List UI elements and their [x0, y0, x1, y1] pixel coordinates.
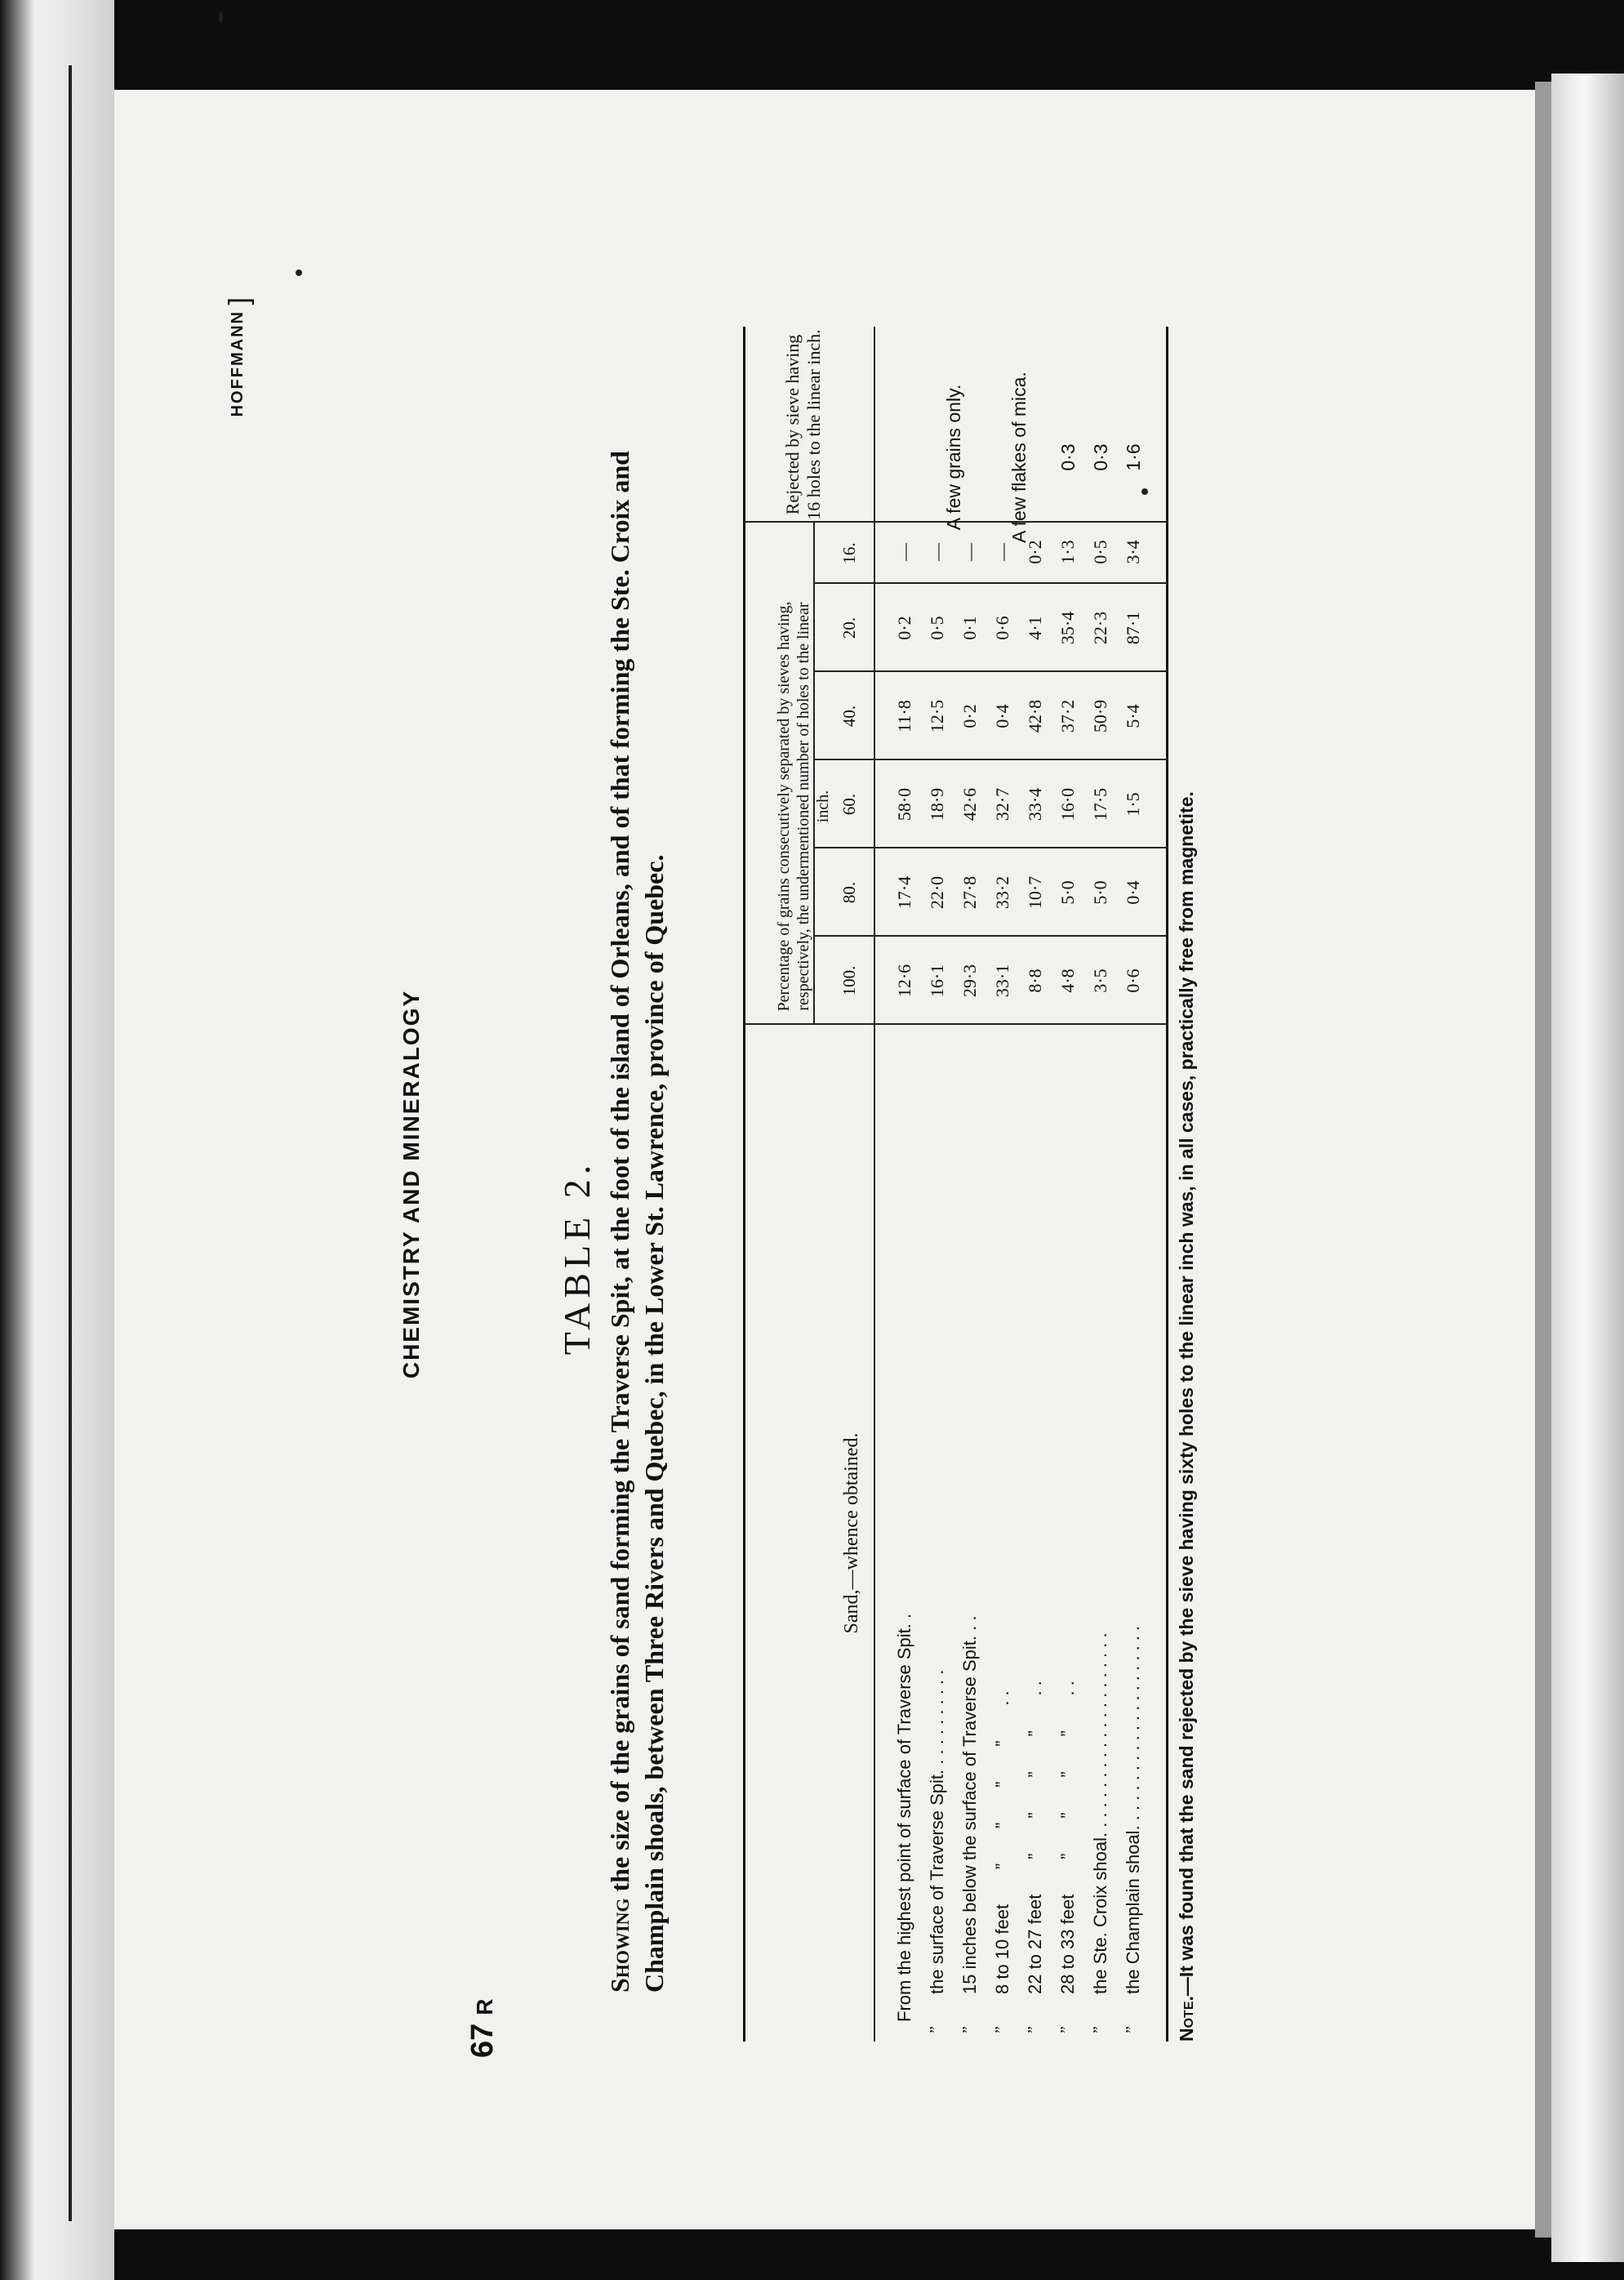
column-rule: [813, 759, 1168, 760]
left-page-edge: [0, 0, 114, 2280]
table-cell: 4·8: [1057, 969, 1078, 993]
table-cell: —: [894, 543, 914, 561]
page-number: [465, 1998, 501, 2058]
table-cell: 37·2: [1057, 699, 1078, 733]
table-cell: 16·0: [1057, 787, 1078, 822]
column-header-16: 16.: [839, 542, 859, 564]
table-cell: 42·8: [1025, 699, 1045, 733]
section-title: CHEMISTRY AND MINERALOGY: [398, 989, 424, 1379]
table-cell: 5·0: [1090, 880, 1110, 905]
table-cell: 22·3: [1090, 611, 1110, 645]
ink-speck: [296, 269, 302, 276]
table-cell: 5·4: [1123, 704, 1143, 728]
table-cell: 33·4: [1025, 787, 1045, 822]
table-cell: 0·4: [992, 704, 1012, 728]
row-label: From the highest point of surface of Traverse Spit. .: [894, 1613, 914, 2022]
table-cell: 35·4: [1057, 611, 1078, 645]
table-title: TABLE 2.: [556, 1160, 598, 1356]
ditto-mark: ”: [1025, 2026, 1043, 2033]
table-cell: 50·9: [1090, 699, 1110, 733]
table-cell: 4·1: [1025, 616, 1045, 640]
row-label: 15 inches below the surface of Traverse Spit. . .: [959, 1615, 980, 1994]
table-bottom-rule: [1166, 327, 1168, 2042]
ditto-mark: ”: [959, 2026, 977, 2033]
table-cell: 5·0: [1057, 880, 1078, 905]
table-cell: 3·5: [1090, 969, 1110, 993]
author-head: [224, 296, 255, 417]
table-cell: 0·2: [959, 704, 980, 728]
ditto-mark: ”: [1090, 2026, 1108, 2033]
column-rule: [813, 582, 1168, 584]
rejected-value: 1·6: [1123, 443, 1144, 471]
footnote-text: —It was found that the sand rejected by the sieve having sixty holes to the linear inch was, in all cases, practically free from magnetite.: [1176, 791, 1197, 1997]
column-header-100: 100.: [839, 965, 859, 996]
percentage-header: Percentage of grains consecutively separated by sieves having, respectively, the undermentioned number of holes to the linear inch.: [775, 601, 832, 1012]
table-cell: 0·4: [1123, 880, 1143, 905]
table-cell: 42·6: [959, 787, 980, 822]
row-label: the Ste. Croix shoal. . . . . . . . . . . . . . . . . . . . .: [1090, 1632, 1110, 1994]
table-cell: 18·9: [927, 787, 947, 822]
table-cell: 1·3: [1057, 540, 1078, 564]
column-rule: [813, 847, 1168, 848]
footnote-lead: Note.: [1176, 1996, 1197, 2042]
ink-speck: [219, 11, 223, 23]
table-cell: 8·8: [1025, 969, 1045, 993]
row-label: 22 to 27 feet ” ” ” ” . .: [1025, 1681, 1045, 1994]
table-cell: 17·4: [894, 875, 914, 910]
table-cell: 0·6: [1123, 969, 1143, 993]
rejected-value: 0·3: [1057, 443, 1079, 471]
table-cell: 0·6: [992, 616, 1012, 640]
running-head: [224, 296, 500, 2058]
column-rule: [813, 935, 1168, 937]
table-cell: 11·8: [894, 700, 914, 733]
table-cell: 3·4: [1123, 540, 1143, 564]
ditto-mark: ”: [927, 2026, 945, 2033]
ditto-mark: ”: [992, 2026, 1010, 2033]
binding-rule: [69, 65, 72, 2221]
row-label: 28 to 33 feet ” ” ” ” . .: [1057, 1681, 1078, 1994]
table-cell: —: [927, 543, 947, 561]
header-rule: [874, 327, 875, 2042]
table-cell: 58·0: [894, 787, 914, 822]
row-label: 8 to 10 feet ” ” ” ” . .: [992, 1690, 1012, 1994]
table-cell: 33·2: [992, 875, 1012, 910]
rejected-header: Rejected by sieve having 16 holes to the linear inch.: [782, 329, 824, 520]
table-cell: 0·1: [959, 616, 980, 640]
rejected-note: A few flakes of mica.: [1008, 372, 1030, 543]
column-header-20: 20.: [839, 617, 859, 639]
table-cell: 87·1: [1123, 611, 1143, 645]
rejected-value: 0·3: [1090, 443, 1111, 471]
row-label: the Champlain shoal. . . . . . . . . . . . . . . . . . . . .: [1123, 1625, 1143, 1994]
column-rule: [813, 670, 1168, 672]
column-header-60: 60.: [839, 793, 859, 816]
table-cell: 12·5: [927, 699, 947, 733]
data-table: [743, 327, 1168, 2042]
column-header-40: 40.: [839, 705, 859, 728]
table-caption: [603, 441, 671, 1993]
table-cell: —: [959, 543, 980, 561]
sand-source-header: Sand,—whence obtained.: [841, 1432, 862, 1634]
rotated-page-content: [224, 296, 1290, 2058]
page-number-value: 67: [465, 2023, 500, 2058]
table-cell: 10·7: [1025, 875, 1045, 910]
column-header-80: 80.: [839, 881, 859, 904]
table-cell: 33·1: [992, 964, 1012, 998]
table-cell: 16·1: [927, 964, 947, 998]
bracket-glyph: ]: [224, 296, 255, 305]
table-cell: 27·8: [959, 875, 980, 910]
caption-lead: Showing: [605, 1898, 634, 1993]
table-cell: 29·3: [959, 964, 980, 998]
table-cell: 0·5: [927, 616, 947, 640]
table-cell: 0·2: [1025, 540, 1045, 564]
table-cell: 12·6: [894, 964, 914, 998]
ditto-mark: ”: [1057, 2026, 1075, 2033]
table-cell: 0·5: [1090, 540, 1110, 564]
author-name: HOFFMANN: [229, 310, 247, 417]
page-suffix: R: [472, 1998, 497, 2015]
table-top-rule: [743, 327, 745, 2042]
table-cell: 22·0: [927, 875, 947, 910]
rejected-note: A few grains only.: [943, 384, 964, 531]
table-cell: 17·5: [1090, 787, 1110, 822]
caption-text: the size of the grains of sand forming the Traverse Spit, at the foot of the island of Orleans, and of that forming the Ste. Croix and Champlain shoals, between Three Rivers and Quebec, in the Lower St. Lawrence, province of Quebec.: [605, 451, 669, 1993]
right-page-edge: [1551, 73, 1624, 2262]
table-cell: 0·2: [894, 616, 914, 640]
table-cell: —: [992, 543, 1012, 561]
table-cell: 32·7: [992, 787, 1012, 822]
ditto-mark: ”: [1123, 2026, 1141, 2033]
row-label: the surface of Traverse Spit. . . . . . . . . . .: [927, 1669, 947, 1994]
table-cell: 1·5: [1123, 792, 1143, 817]
table-footnote: [1176, 327, 1198, 2042]
